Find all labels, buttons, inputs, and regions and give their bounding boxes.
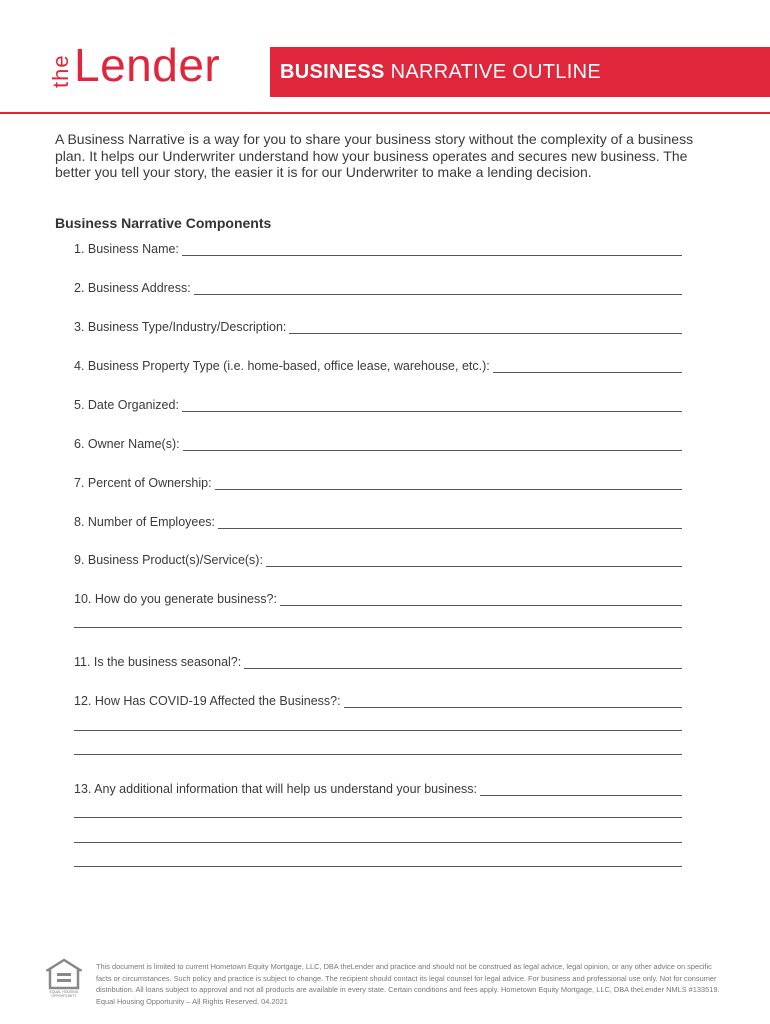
property-type-field[interactable] (74, 355, 682, 373)
field-label: 3. Business Type/Industry/Description: (74, 320, 287, 334)
fill-line[interactable] (344, 695, 682, 708)
field-label: 8. Number of Employees: (74, 515, 216, 529)
equal-housing-caption: EQUAL HOUSING OPPORTUNITY (49, 990, 79, 998)
fill-line[interactable] (289, 321, 682, 334)
fill-line[interactable] (74, 866, 682, 867)
field-label: 10. How do you generate business?: (74, 592, 277, 606)
fill-line[interactable] (182, 399, 682, 412)
logo-lender-text: Lender (74, 39, 221, 91)
business-name-field[interactable] (74, 238, 682, 256)
field-label: 6. Owner Name(s): (74, 437, 180, 451)
intro-paragraph: A Business Narrative is a way for you to share your business story without the complexity of a business plan. It helps our Underwriter understand how your business operates and secures new business. The better you tell your story, the easier it is for our Underwriter to make a lending decision. (55, 131, 694, 180)
business-type-field[interactable] (74, 316, 682, 334)
date-organized-field[interactable] (74, 394, 682, 412)
products-services-field[interactable] (74, 549, 682, 567)
fill-line[interactable] (74, 817, 682, 818)
fill-line[interactable] (218, 516, 682, 529)
field-label: 5. Date Organized: (74, 398, 179, 412)
fill-line[interactable] (74, 842, 682, 843)
header-divider (0, 112, 770, 114)
fill-line[interactable] (74, 627, 682, 628)
section-title: Business Narrative Components (55, 215, 272, 231)
field-label: 11. Is the business seasonal?: (74, 655, 242, 669)
fill-line[interactable] (74, 730, 682, 731)
seasonal-field[interactable] (74, 651, 682, 669)
legal-disclaimer: This document is limited to current Hometown Equity Mortgage, LLC, DBA theLender and practice and should not be construed as legal advice, legal opinion, or any other advice on specific facts or circumstances. Such policy and practice is subject to change. The recipient should contact its legal counsel for legal advice. For business and professional use only. Not for consumer distribution. All loans subject to approval and not all products are available in every state. Certain conditions and fees apply. Hometown Equity Mortgage, LLC, DBA theLender NMLS #133519. Equal Housing Opportunity – All Rights Reserved. 04.2021 (96, 962, 720, 1006)
fill-line[interactable] (183, 438, 682, 451)
percent-ownership-field[interactable] (74, 472, 682, 490)
field-label: 12. How Has COVID-19 Affected the Business?: (74, 694, 341, 708)
title-banner (270, 47, 770, 97)
fill-line[interactable] (480, 783, 682, 796)
number-employees-field[interactable] (74, 511, 682, 529)
banner-title-bold: BUSINESS (280, 60, 385, 83)
fill-line[interactable] (215, 477, 682, 490)
footer (0, 950, 770, 1010)
fill-line[interactable] (266, 554, 682, 567)
logo-the-text: the (48, 54, 73, 88)
fill-line[interactable] (280, 593, 682, 606)
business-address-field[interactable] (74, 277, 682, 295)
fill-line[interactable] (194, 282, 682, 295)
field-label: 4. Business Property Type (i.e. home-based, office lease, warehouse, etc.): (74, 359, 490, 373)
field-label: 2. Business Address: (74, 281, 191, 295)
field-label: 1. Business Name: (74, 242, 179, 256)
field-label: 9. Business Product(s)/Service(s): (74, 553, 263, 567)
additional-info-field[interactable] (74, 778, 682, 796)
owner-names-field[interactable] (74, 433, 682, 451)
fill-line[interactable] (182, 243, 682, 256)
field-label: 13. Any additional information that will help us understand your business: (74, 782, 478, 796)
banner-title-rest: NARRATIVE OUTLINE (390, 60, 601, 83)
field-label: 7. Percent of Ownership: (74, 476, 212, 490)
fill-line[interactable] (493, 360, 682, 373)
generate-business-field[interactable] (74, 588, 682, 606)
covid-impact-field[interactable] (74, 690, 682, 708)
fill-line[interactable] (244, 656, 682, 669)
header (0, 0, 770, 115)
fill-line[interactable] (74, 754, 682, 755)
